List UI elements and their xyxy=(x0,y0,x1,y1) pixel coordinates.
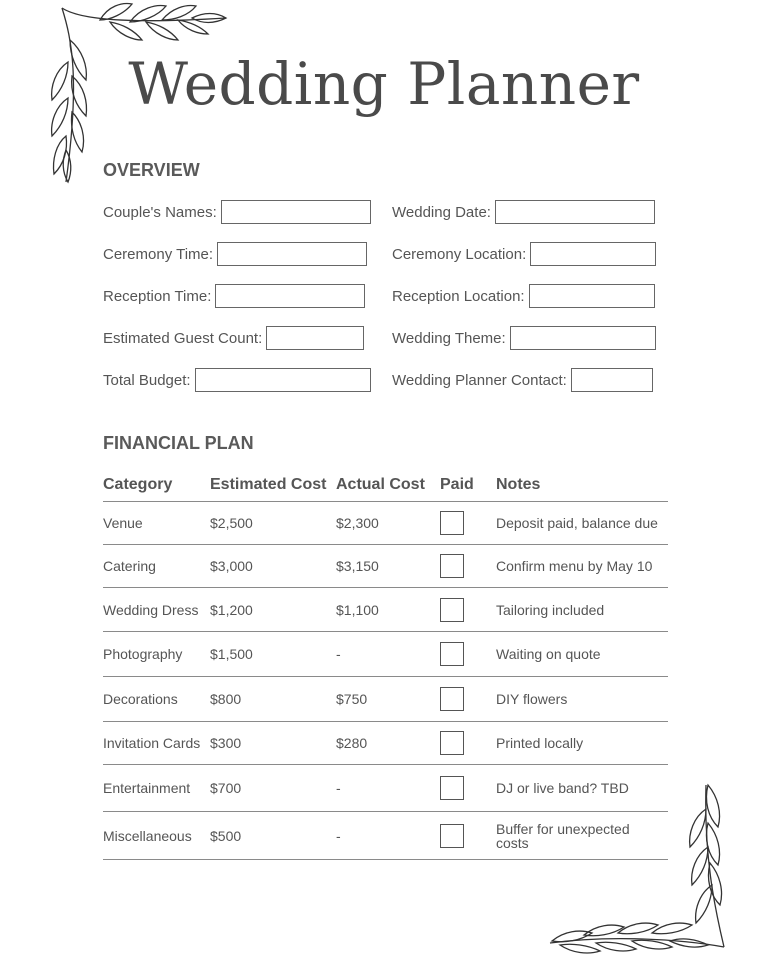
cell-category: Invitation Cards xyxy=(103,735,201,751)
cell-notes: DJ or live band? TBD xyxy=(496,780,629,796)
cell-estimated-cost: $3,000 xyxy=(210,558,253,574)
cell-estimated-cost: $1,200 xyxy=(210,601,253,618)
cell-estimated-cost: $500 xyxy=(210,827,242,844)
total-budget-label: Total Budget: xyxy=(103,371,191,389)
cell-actual-cost: - xyxy=(336,646,341,662)
cell-actual-cost: $750 xyxy=(336,691,368,707)
reception-location-field xyxy=(392,283,655,309)
cell-category: Decorations xyxy=(103,691,178,707)
guest-count-field xyxy=(103,325,364,351)
planner-contact-label: Wedding Planner Contact: xyxy=(392,371,567,389)
paid-checkbox[interactable] xyxy=(440,554,464,578)
paid-checkbox[interactable] xyxy=(440,687,464,711)
reception-time-input[interactable] xyxy=(215,284,365,308)
table-row xyxy=(103,632,668,677)
wedding-theme-label: Wedding Theme: xyxy=(392,329,506,347)
ceremony-time-label: Ceremony Time: xyxy=(103,245,214,263)
table-row xyxy=(103,677,668,722)
financial-plan-heading: FINANCIAL PLAN xyxy=(103,433,254,453)
wedding-theme-field xyxy=(392,325,656,351)
table-row xyxy=(103,722,668,765)
table-row xyxy=(103,765,668,812)
wedding-date-input[interactable] xyxy=(495,200,655,224)
overview-heading: OVERVIEW xyxy=(103,160,200,180)
cell-estimated-cost: $800 xyxy=(210,691,242,707)
ceremony-location-field xyxy=(392,241,656,267)
cell-actual-cost: $280 xyxy=(336,735,368,751)
financial-plan-table xyxy=(103,468,668,860)
reception-location-input[interactable] xyxy=(529,284,655,308)
guest-count-input[interactable] xyxy=(266,326,364,350)
paid-checkbox[interactable] xyxy=(440,511,464,535)
cell-category: Miscellaneous xyxy=(103,827,192,844)
cell-category: Entertainment xyxy=(103,780,191,796)
table-header-row xyxy=(103,468,668,502)
paid-checkbox[interactable] xyxy=(440,731,464,755)
ceremony-time-input[interactable] xyxy=(217,242,367,266)
cell-actual-cost: - xyxy=(336,827,341,844)
cell-actual-cost: - xyxy=(336,780,341,796)
reception-time-label: Reception Time: xyxy=(103,287,212,305)
cell-notes: Tailoring included xyxy=(496,601,605,618)
wedding-date-label: Wedding Date: xyxy=(392,203,491,221)
total-budget-field xyxy=(103,367,371,393)
table-row xyxy=(103,812,668,860)
cell-actual-cost: $1,100 xyxy=(336,601,379,618)
cell-estimated-cost: $2,500 xyxy=(210,515,253,531)
cell-actual-cost: $3,150 xyxy=(336,558,379,574)
table-row xyxy=(103,588,668,632)
total-budget-input[interactable] xyxy=(195,368,371,392)
ceremony-time-field xyxy=(103,241,367,267)
couples-names-label: Couple's Names: xyxy=(103,203,217,221)
page-title: Wedding Planner xyxy=(128,50,640,118)
planner-contact-input[interactable] xyxy=(571,368,653,392)
reception-time-field xyxy=(103,283,365,309)
cell-category: Photography xyxy=(103,646,183,662)
paid-checkbox[interactable] xyxy=(440,598,464,622)
cell-category: Catering xyxy=(103,558,156,574)
cell-estimated-cost: $300 xyxy=(210,735,242,751)
cell-actual-cost: $2,300 xyxy=(336,515,379,531)
paid-checkbox[interactable] xyxy=(440,776,464,800)
column-header-notes: Notes xyxy=(496,475,541,493)
couples-names-input[interactable] xyxy=(221,200,371,224)
table-row xyxy=(103,545,668,588)
wedding-date-field xyxy=(392,199,655,225)
cell-notes: DIY flowers xyxy=(496,691,568,707)
reception-location-label: Reception Location: xyxy=(392,287,525,305)
cell-notes: Printed locally xyxy=(496,735,584,751)
table-row xyxy=(103,502,668,545)
column-header-estimated-cost: Estimated Cost xyxy=(210,475,327,493)
cell-estimated-cost: $700 xyxy=(210,780,242,796)
wedding-theme-input[interactable] xyxy=(510,326,656,350)
column-header-category: Category xyxy=(103,475,173,493)
ceremony-location-input[interactable] xyxy=(530,242,656,266)
cell-notes: Buffer for unexpected costs xyxy=(496,820,630,851)
cell-category: Wedding Dress xyxy=(103,601,199,618)
cell-category: Venue xyxy=(103,515,143,531)
paid-checkbox[interactable] xyxy=(440,642,464,666)
planner-contact-field xyxy=(392,367,653,393)
paid-checkbox[interactable] xyxy=(440,824,464,848)
couples-names-field xyxy=(103,199,371,225)
guest-count-label: Estimated Guest Count: xyxy=(103,329,263,347)
column-header-actual-cost: Actual Cost xyxy=(336,475,425,493)
cell-notes: Deposit paid, balance due xyxy=(496,515,658,531)
cell-estimated-cost: $1,500 xyxy=(210,646,253,662)
cell-notes: Waiting on quote xyxy=(496,646,601,662)
cell-notes: Confirm menu by May 10 xyxy=(496,558,653,574)
ceremony-location-label: Ceremony Location: xyxy=(392,245,527,263)
column-header-paid: Paid xyxy=(440,475,474,493)
